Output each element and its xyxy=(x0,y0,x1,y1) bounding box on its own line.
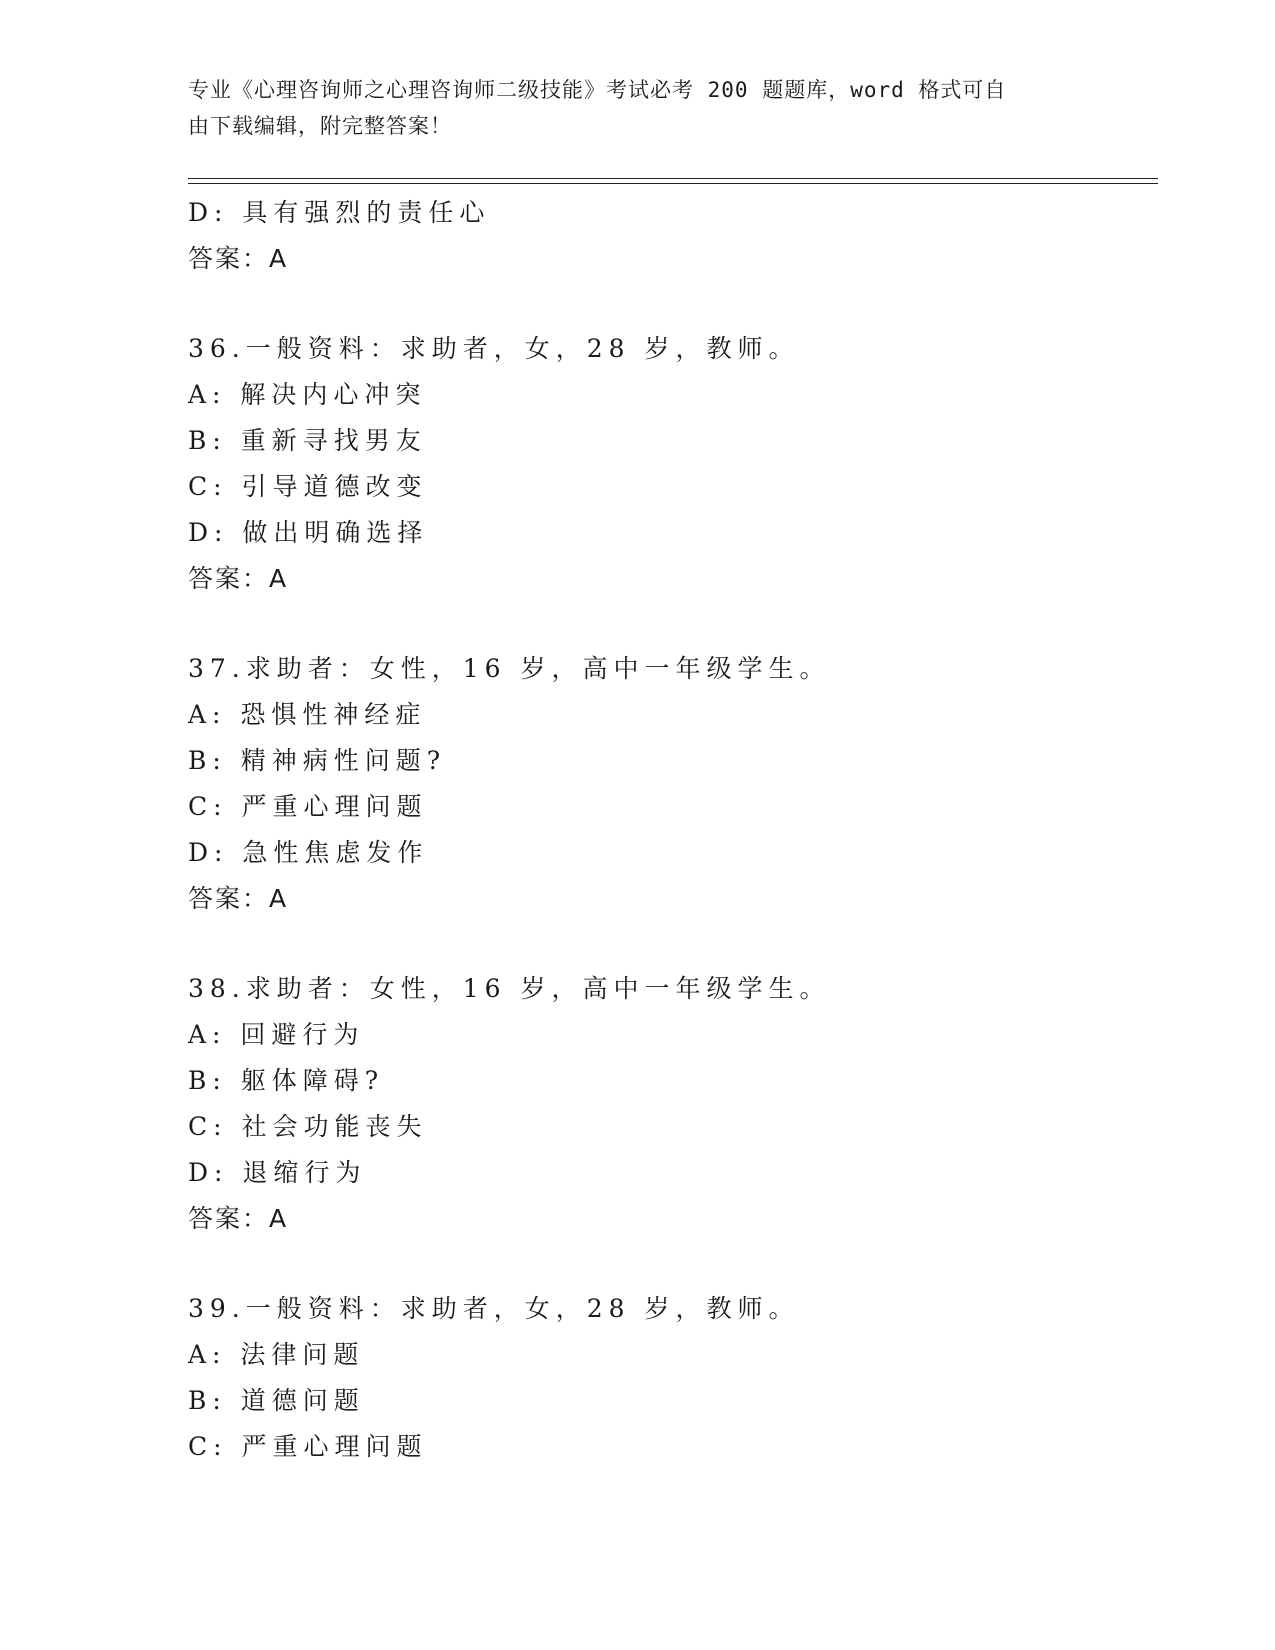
header-divider-bottom xyxy=(188,183,1158,184)
question-stem: 38.求助者：女性，16 岁，高中一年级学生。 xyxy=(188,974,831,1003)
header-divider-top xyxy=(188,178,1158,179)
question-stem: 36.一般资料：求助者，女，28 岁，教师。 xyxy=(188,334,800,363)
question-list xyxy=(188,190,1148,1470)
option-d: D: 做出明确选择 xyxy=(188,518,429,547)
question-36 xyxy=(188,326,1148,602)
option-c: C: 严重心理问题 xyxy=(188,1432,428,1461)
question-38 xyxy=(188,966,1148,1242)
option-c: C: 社会功能丧失 xyxy=(188,1112,428,1141)
option-c: C: 引导道德改变 xyxy=(188,472,428,501)
option-a: A: 解决内心冲突 xyxy=(188,380,427,409)
answer-previous: 答案：A xyxy=(188,244,289,273)
answer: 答案：A xyxy=(188,564,289,593)
answer: 答案：A xyxy=(188,1204,289,1233)
answer: 答案：A xyxy=(188,884,289,913)
option-d: D: 退缩行为 xyxy=(188,1158,367,1187)
option-a: A: 恐惧性神经症 xyxy=(188,700,427,729)
option-a: A: 回避行为 xyxy=(188,1020,365,1049)
question-stem: 39.一般资料：求助者，女，28 岁，教师。 xyxy=(188,1294,800,1323)
question-37 xyxy=(188,646,1148,922)
option-b: B: 道德问题 xyxy=(188,1386,365,1415)
question-39 xyxy=(188,1286,1148,1470)
header-line-2: 由下载编辑，附完整答案！ xyxy=(188,114,452,138)
option-d: D: 急性焦虑发作 xyxy=(188,838,429,867)
option-b: B: 重新寻找男友 xyxy=(188,426,427,455)
option-a: A: 法律问题 xyxy=(188,1340,365,1369)
option-c: C: 严重心理问题 xyxy=(188,792,428,821)
option-b: B: 精神病性问题? xyxy=(188,746,447,775)
document-header xyxy=(188,72,1088,144)
header-line-1: 专业《心理咨询师之心理咨询师二级技能》考试必考 200 题题库，word 格式可自 xyxy=(188,78,1007,102)
option-d-previous: D: 具有强烈的责任心 xyxy=(188,198,491,227)
option-b: B: 躯体障碍? xyxy=(188,1066,385,1095)
question-stem: 37.求助者：女性，16 岁，高中一年级学生。 xyxy=(188,654,831,683)
